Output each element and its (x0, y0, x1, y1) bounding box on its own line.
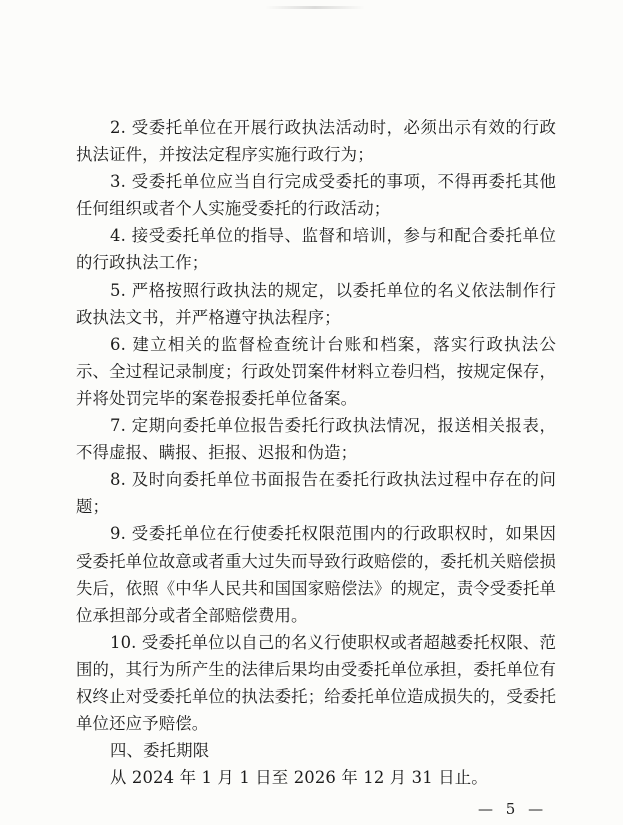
document-body (76, 114, 556, 791)
clause-10: 10. 受委托单位以自己的名义行使职权或者超越委托权限、范围的，其行为所产生的法律后果均由受委托单位承担，委托单位有权终止对受委托单位的执法委托；给委托单位造成损失的，受委托单位还应予赔偿。 (76, 632, 556, 734)
clause-9: 9. 受委托单位在行使委托权限范围内的行政职权时，如果因受委托单位故意或者重大过失而导致行政赔偿的，委托机关赔偿损失后，依照《中华人民共和国国家赔偿法》的规定，责令受委托单位承担部分或者全部赔偿费用。 (76, 524, 556, 625)
page-number: — 5 — (478, 800, 548, 818)
clause-2: 2. 受委托单位在开展行政执法活动时，必须出示有效的行政执法证件，并按法定程序实施行政行为； (76, 118, 556, 165)
clause-3: 3. 受委托单位应当自行完成受委托的事项，不得再委托其他任何组织或者个人实施受委托的行政活动； (76, 172, 556, 219)
clause-5: 5. 严格按照行政执法的规定，以委托单位的名义依法制作行政执法文书，并严格遵守执法程序； (76, 280, 556, 327)
clause-4: 4. 接受委托单位的指导、监督和培训，参与和配合委托单位的行政执法工作； (76, 226, 556, 273)
clause-6: 6. 建立相关的监督检查统计台账和档案，落实行政执法公示、全过程记录制度；行政处罚案件材料立卷归档，按规定保存，并将处罚完毕的案卷报委托单位备案。 (76, 334, 556, 408)
clause-7: 7. 定期向委托单位报告委托行政执法情况，报送相关报表，不得虚报、瞒报、拒报、迟报和伪造； (76, 416, 556, 463)
term-period-text: 从 2024 年 1 月 1 日至 2026 年 12 月 31 日止。 (110, 768, 488, 788)
clause-8: 8. 及时向委托单位书面报告在委托行政执法过程中存在的问题； (76, 470, 556, 517)
section-heading-term: 四、委托期限 (110, 741, 210, 761)
scan-artifact (265, 6, 365, 9)
